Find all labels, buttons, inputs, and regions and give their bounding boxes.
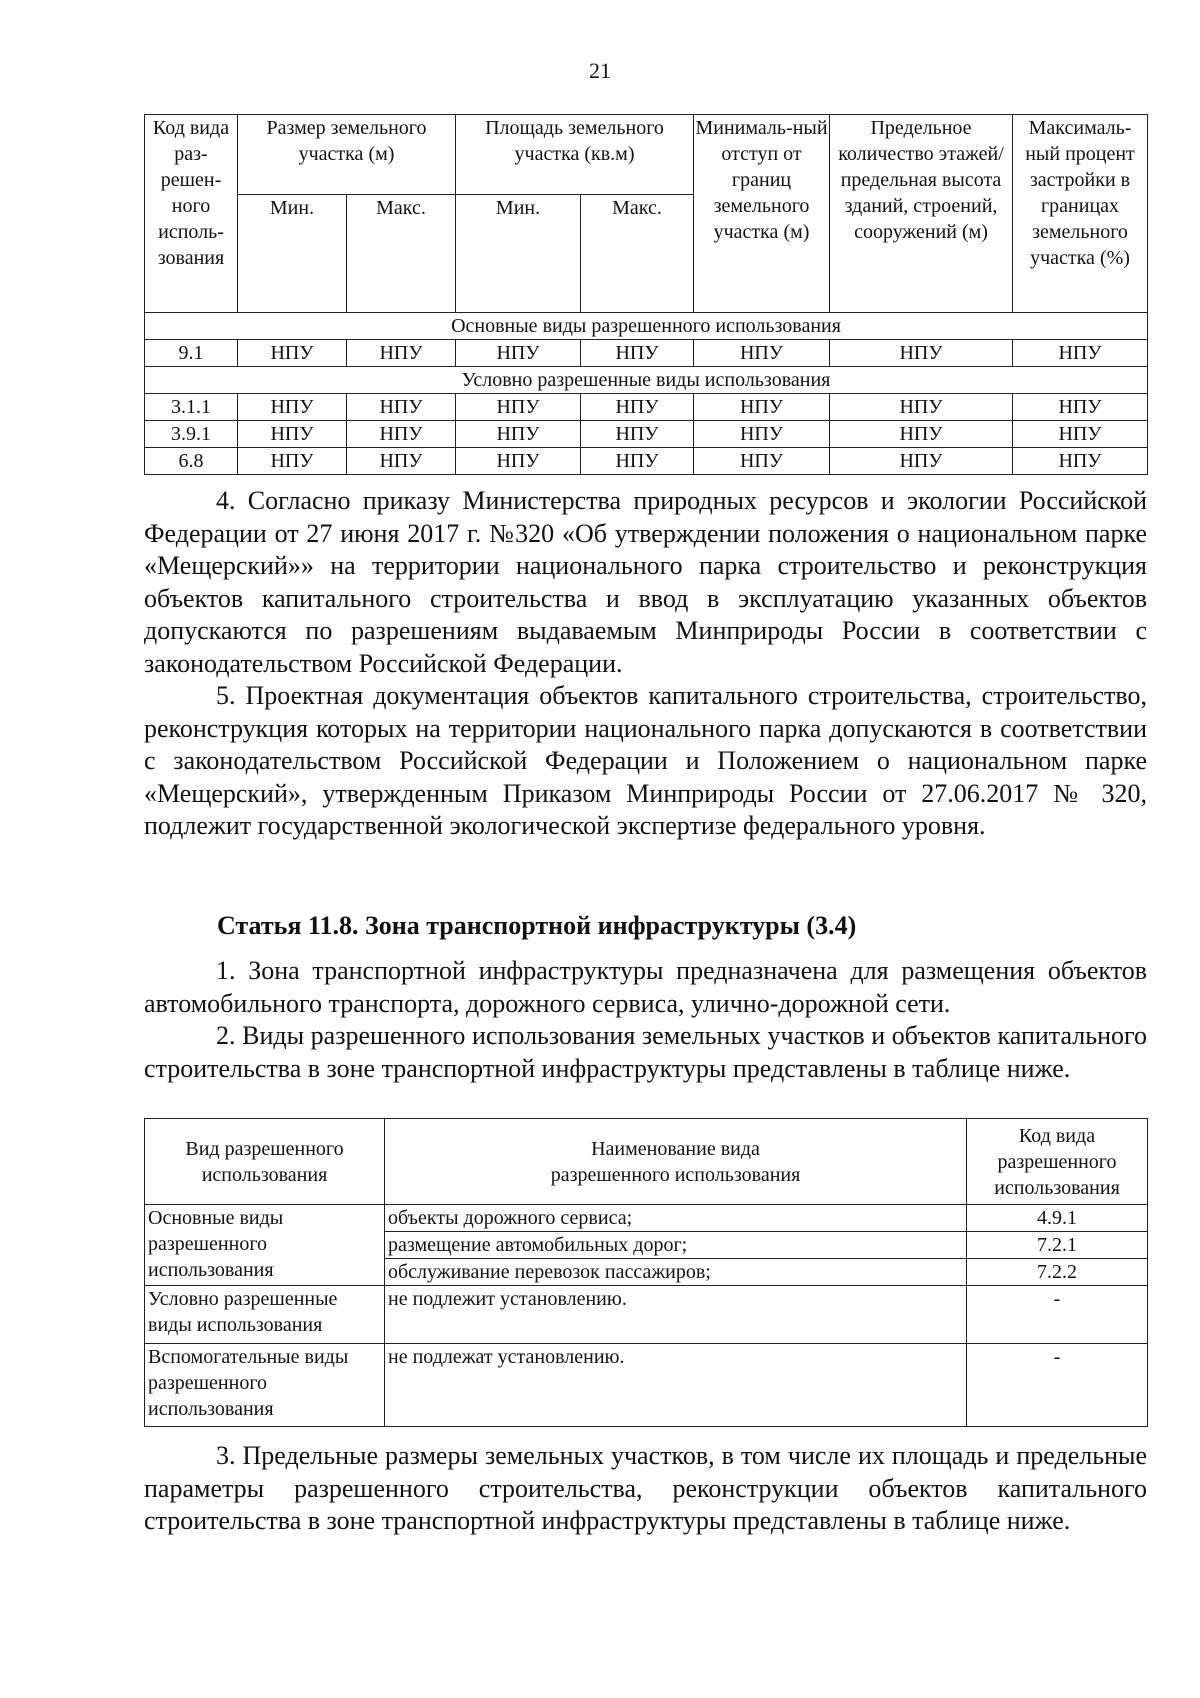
header-area-max: Макс. (581, 195, 694, 313)
cell-value: НПУ (456, 394, 581, 421)
cell-code: 6.8 (145, 448, 238, 475)
use-name: объекты дорожного сервиса; (385, 1205, 967, 1232)
header-kind-line: использования (201, 1163, 328, 1186)
conditional-uses-label: Условно разрешенные виды использования (145, 1286, 385, 1344)
cell-value: НПУ (830, 421, 1013, 448)
header-code-line: разрешенного (997, 1150, 1117, 1173)
cell-value: НПУ (830, 394, 1013, 421)
header-name-line: Наименование вида (591, 1137, 760, 1160)
cell-value: НПУ (347, 394, 456, 421)
section-main-uses: Основные виды разрешенного использования (145, 313, 1148, 340)
cell-value: НПУ (830, 340, 1013, 367)
cell-value: НПУ (694, 394, 830, 421)
header-code-line: использования (994, 1176, 1120, 1199)
section-conditional-uses: Условно разрешенные виды использования (145, 367, 1148, 394)
cell-value: НПУ (1013, 394, 1148, 421)
paragraph-5: 5. Проектная документация объектов капитального строительства, строительство, реконструкция которых на территории национального парка допускаются в соответствии с законодательством Российской Федерации и Положением о национальном парке «Мещерский», утвержденным Приказом Минприроды России от 27.06.2017 № 320, подлежит государственной экологической экспертизе федерального уровня. (144, 681, 1147, 840)
cell-value: НПУ (347, 448, 456, 475)
use-name: не подлежат установлению. (385, 1344, 967, 1427)
cell-value: НПУ (581, 340, 694, 367)
cell-value: НПУ (581, 394, 694, 421)
header-setback: Минималь-ный отступ от границ земельного участка (м) (694, 115, 830, 313)
paragraph-3: 3. Предельные размеры земельных участков, в том числе их площадь и предельные параметры разрешенного строительства, реконструкции объектов капитального строительства в зоне транспортной инфраструктуры представлены в таблице ниже. (144, 1441, 1147, 1535)
header-area-min: Мин. (456, 195, 581, 313)
use-code: 4.9.1 (967, 1205, 1148, 1232)
header-name-line: разрешенного использования (550, 1163, 801, 1186)
cell-value: НПУ (456, 340, 581, 367)
header-code (967, 1119, 1148, 1205)
header-kind (145, 1119, 385, 1205)
paragraph-1: 1. Зона транспортной инфраструктуры предназначена для размещения объектов автомобильного транспорта, дорожного сервиса, улично-дорожной сети. (144, 956, 1147, 1018)
use-code: - (967, 1286, 1148, 1344)
cell-code: 3.9.1 (145, 421, 238, 448)
main-uses-label: Основные виды разрешенного использования (145, 1205, 385, 1286)
cell-value: НПУ (456, 421, 581, 448)
paragraph-4: 4. Согласно приказу Министерства природных ресурсов и экологии Российской Федерации от 27 июня 2017 г. №320 «Об утверждении положения о национальном парке «Мещерский»» на территории национального парка строительство и реконструкция объектов капитального строительства и ввод в эксплуатацию указанных объектов допускаются по разрешениям выдаваемым Минприроды России в соответствии с законодательством Российской Федерации. (144, 486, 1147, 678)
use-name: размещение автомобильных дорог; (385, 1232, 967, 1259)
cell-value: НПУ (1013, 421, 1148, 448)
parameters-table (144, 114, 1148, 475)
cell-value: НПУ (238, 448, 347, 475)
cell-code: 3.1.1 (145, 394, 238, 421)
use-name: обслуживание перевозок пассажиров; (385, 1259, 967, 1286)
header-area: Площадь земельного участка (кв.м) (456, 115, 694, 195)
cell-value: НПУ (694, 340, 830, 367)
use-code: 7.2.2 (967, 1259, 1148, 1286)
cell-value: НПУ (238, 421, 347, 448)
table-row (145, 394, 1148, 421)
use-code: 7.2.1 (967, 1232, 1148, 1259)
header-size-max: Макс. (347, 195, 456, 313)
cell-value: НПУ (347, 421, 456, 448)
cell-value: НПУ (830, 448, 1013, 475)
table-row (145, 448, 1148, 475)
cell-value: НПУ (694, 421, 830, 448)
table-row (145, 340, 1148, 367)
permitted-uses-table (144, 1118, 1148, 1427)
header-kind-line: Вид разрешенного (185, 1137, 344, 1160)
header-code: Код вида раз-решен-ного исполь-зования (145, 115, 238, 313)
cell-value: НПУ (694, 448, 830, 475)
cell-value: НПУ (238, 394, 347, 421)
paragraph-2: 2. Виды разрешенного использования земельных участков и объектов капитального строительства в зоне транспортной инфраструктуры представлены в таблице ниже. (144, 1021, 1147, 1083)
header-coverage: Максималь-ный процент застройки в границах земельного участка (%) (1013, 115, 1148, 313)
cell-value: НПУ (581, 421, 694, 448)
cell-value: НПУ (1013, 448, 1148, 475)
cell-value: НПУ (347, 340, 456, 367)
header-name (385, 1119, 967, 1205)
cell-value: НПУ (456, 448, 581, 475)
cell-code: 9.1 (145, 340, 238, 367)
article-heading: Статья 11.8. Зона транспортной инфраструктуры (3.4) (217, 911, 857, 940)
table-row (145, 421, 1148, 448)
header-floors: Предельное количество этажей/ предельная высота зданий, строений, сооружений (м) (830, 115, 1013, 313)
header-size-min: Мин. (238, 195, 347, 313)
header-code-line: Код вида (1018, 1124, 1096, 1147)
cell-value: НПУ (581, 448, 694, 475)
auxiliary-uses-label: Вспомогательные виды разрешенного использования (145, 1344, 385, 1427)
cell-value: НПУ (238, 340, 347, 367)
header-size: Размер земельного участка (м) (238, 115, 456, 195)
page-number: 21 (589, 58, 611, 83)
cell-value: НПУ (1013, 340, 1148, 367)
use-code: - (967, 1344, 1148, 1427)
use-name: не подлежит установлению. (385, 1286, 967, 1344)
